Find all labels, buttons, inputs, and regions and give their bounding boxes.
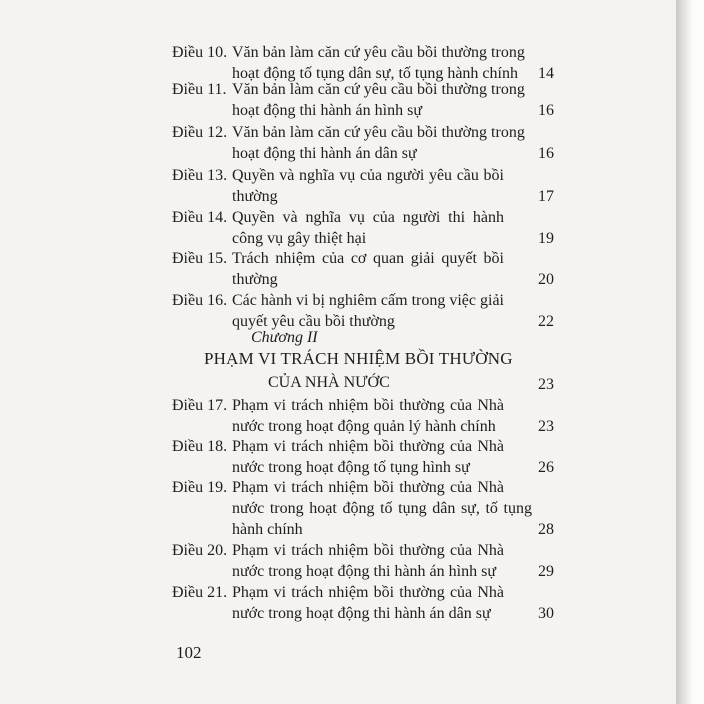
toc-entry-number: Điều 20. <box>172 542 228 559</box>
page-folio-number: 102 <box>176 643 202 662</box>
toc-entry-page: 20 <box>538 271 554 288</box>
toc-entry <box>172 540 554 582</box>
toc-entry <box>172 207 554 249</box>
toc-entry-number: Điều 15. <box>172 250 228 267</box>
toc-entry-line: nước trong hoạt động thi hành án dân sự <box>232 605 491 622</box>
toc-entry-page: 16 <box>538 145 554 162</box>
toc-entry <box>172 395 554 437</box>
toc-entry <box>172 42 554 84</box>
toc-entry-page: 22 <box>538 313 554 330</box>
toc-entry-line: Phạm vi trách nhiệm bồi thường của Nhà <box>232 542 504 559</box>
toc-entry <box>172 582 554 624</box>
chapter-title-line-2: CỦA NHÀ NƯỚC <box>268 374 390 391</box>
toc-entry-line: Các hành vi bị nghiêm cấm trong việc giải <box>232 292 504 309</box>
toc-entry-number: Điều 12. <box>172 124 228 141</box>
toc-entry <box>172 248 554 290</box>
toc-entry-line: nước trong hoạt động quản lý hành chính <box>232 418 496 435</box>
toc-entry-line: Văn bản làm căn cứ yêu cầu bồi thường trong <box>232 124 525 141</box>
toc-entry-line: hành chính <box>232 521 303 538</box>
toc-entry-page: 17 <box>538 188 554 205</box>
toc-entry-number: Điều 21. <box>172 584 228 601</box>
toc-entry-number: Điều 13. <box>172 167 228 184</box>
toc-entry-line: Phạm vi trách nhiệm bồi thường của Nhà <box>232 479 504 496</box>
toc-entry-page: 16 <box>538 102 554 119</box>
chapter-label: Chương II <box>251 329 318 346</box>
toc-entry-line: hoạt động thi hành án hình sự <box>232 102 422 119</box>
toc-entry-page: 19 <box>538 230 554 247</box>
toc-entry-number: Điều 11. <box>172 81 227 98</box>
chapter-page-number: 23 <box>538 376 554 393</box>
toc-entry-number: Điều 17. <box>172 397 228 414</box>
toc-entry-line: Phạm vi trách nhiệm bồi thường của Nhà <box>232 584 504 601</box>
toc-entry-number: Điều 18. <box>172 438 228 455</box>
toc-entry-line: công vụ gây thiệt hại <box>232 230 367 247</box>
toc-entry-page: 29 <box>538 563 554 580</box>
toc-entry-line: nước trong hoạt động thi hành án hình sự <box>232 563 496 580</box>
toc-entry <box>172 436 554 478</box>
toc-entry-line: nước trong hoạt động tố tụng dân sự, tố tụng <box>232 500 532 517</box>
toc-entry-line: Văn bản làm căn cứ yêu cầu bồi thường trong <box>232 81 525 98</box>
toc-entry <box>172 79 554 121</box>
toc-entry-line: Trách nhiệm của cơ quan giải quyết bồi <box>232 250 504 267</box>
toc-entry-line: Quyền và nghĩa vụ của người thi hành <box>232 209 504 226</box>
toc-entry-page: 28 <box>538 521 554 538</box>
toc-entry-page: 26 <box>538 459 554 476</box>
toc-entry-line: Văn bản làm căn cứ yêu cầu bồi thường trong <box>232 44 525 61</box>
toc-entry-number: Điều 16. <box>172 292 228 309</box>
toc-entry-line: hoạt động thi hành án dân sự <box>232 145 417 162</box>
toc-entry-number: Điều 19. <box>172 479 228 496</box>
toc-entry-number: Điều 10. <box>172 44 228 61</box>
toc-entry-page: 23 <box>538 418 554 435</box>
toc-entry-number: Điều 14. <box>172 209 228 226</box>
toc-entry <box>172 122 554 164</box>
toc-entry <box>172 290 554 332</box>
toc-entry-line: thường <box>232 271 278 288</box>
toc-entry-line: Phạm vi trách nhiệm bồi thường của Nhà <box>232 397 504 414</box>
toc-entry-line: Quyền và nghĩa vụ của người yêu cầu bồi <box>232 167 504 184</box>
toc-entry-line: quyết yêu cầu bồi thường <box>232 313 395 330</box>
toc-entry <box>172 477 554 540</box>
toc-entry-page: 30 <box>538 605 554 622</box>
toc-entry <box>172 165 554 207</box>
toc-entry-page: 14 <box>538 65 554 82</box>
toc-entry-line: nước trong hoạt động tố tụng hình sự <box>232 459 470 476</box>
toc-entry-line: hoạt động tố tụng dân sự, tố tụng hành chính <box>232 65 518 82</box>
toc-entry-line: thường <box>232 188 278 205</box>
chapter-title-line-1: PHẠM VI TRÁCH NHIỆM BỒI THƯỜNG <box>204 349 513 368</box>
toc-entry-line: Phạm vi trách nhiệm bồi thường của Nhà <box>232 438 504 455</box>
